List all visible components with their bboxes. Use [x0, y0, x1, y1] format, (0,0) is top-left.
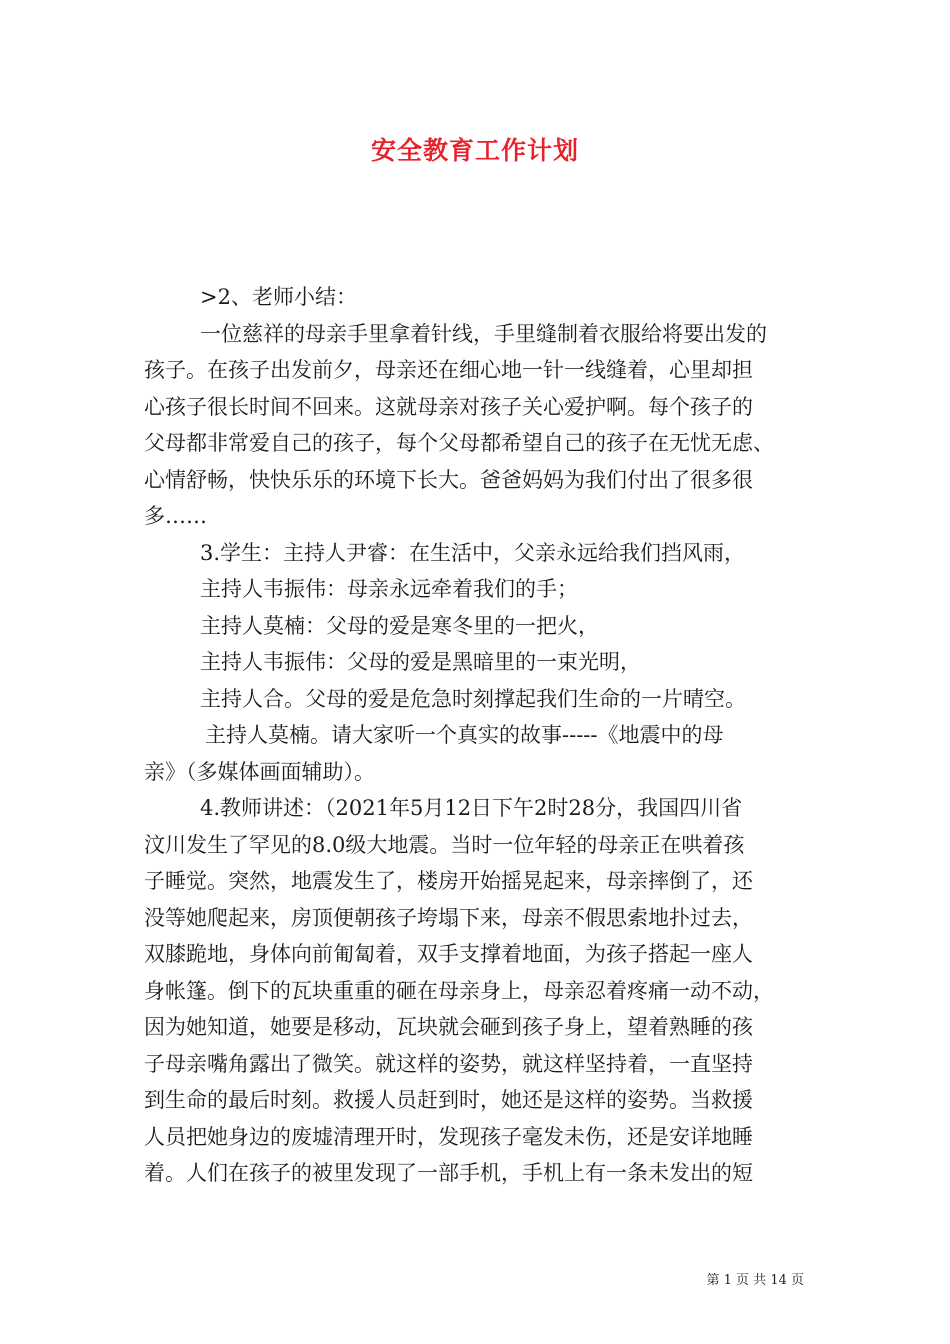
- page-number-footer: 第 1 页 共 14 页: [706, 1273, 804, 1288]
- document-title: 安全教育工作计划: [370, 136, 579, 165]
- paragraph-line: 孩子。在孩子出发前夕，母亲还在细心地一针一线缝着，心里却担: [144, 358, 753, 382]
- paragraph-line: 子睡觉。突然，地震发生了，楼房开始摇晃起来，母亲摔倒了，还: [144, 869, 753, 893]
- paragraph-line: 身帐篷。倒下的瓦块重重的砸在母亲身上，母亲忍着疼痛一动不动，: [144, 978, 774, 1003]
- paragraph-line: 主持人合。父母的爱是危急时刻撑起我们生命的一片晴空。: [200, 686, 746, 711]
- paragraph-line: 主持人莫楠：父母的爱是寒冬里的一把火，: [200, 613, 599, 638]
- paragraph-line: 3.学生：主持人尹睿：在生活中，父亲永远给我们挡风雨，: [200, 540, 746, 565]
- paragraph-line: 父母都非常爱自己的孩子，每个父母都希望自己的孩子在无忧无虑、: [144, 431, 774, 455]
- paragraph-line: 双膝跪地，身体向前匍匐着，双手支撑着地面，为孩子搭起一座人: [144, 942, 753, 966]
- paragraph-line: 子母亲嘴角露出了微笑。就这样的姿势，就这样坚持着，一直坚持: [144, 1051, 753, 1076]
- paragraph-line: 人员把她身边的废墟清理开时，发现孩子毫发未伤，还是安详地睡: [144, 1124, 753, 1149]
- paragraph-line: 汶川发生了罕见的8.0级大地震。当时一位年轻的母亲正在哄着孩: [144, 832, 745, 857]
- paragraph-line: 一位慈祥的母亲手里拿着针线，手里缝制着衣服给将要出发的: [200, 321, 767, 346]
- paragraph-line: >2、老师小结：: [200, 285, 357, 309]
- paragraph-line: 心孩子很长时间不回来。这就母亲对孩子关心爱护啊。每个孩子的: [144, 394, 753, 419]
- paragraph-line: 主持人韦振伟：父母的爱是黑暗里的一束光明，: [200, 650, 641, 674]
- document-body: [144, 279, 814, 1192]
- paragraph-line: 心情舒畅，快快乐乐的环境下长大。爸爸妈妈为我们付出了很多很: [144, 467, 753, 492]
- paragraph-line: 多……: [144, 504, 207, 528]
- paragraph-line: 因为她知道，她要是移动，瓦块就会砸到孩子身上，望着熟睡的孩: [144, 1015, 753, 1039]
- paragraph-line: 着。人们在孩子的被里发现了一部手机，手机上有一条未发出的短: [144, 1161, 753, 1185]
- paragraph-line: 4.教师讲述：（2021年5月12日下午2时28分，我国四川省: [200, 796, 743, 820]
- paragraph-line: 亲》（多媒体画面辅助）。: [144, 759, 375, 784]
- paragraph-line: 主持人韦振伟：母亲永远牵着我们的手；: [200, 577, 578, 601]
- paragraph-line: 到生命的最后时刻。救援人员赶到时，她还是这样的姿势。当救援: [144, 1088, 753, 1112]
- paragraph-line: 没等她爬起来，房顶便朝孩子垮塌下来，母亲不假思索地扑过去，: [144, 905, 753, 930]
- paragraph-line: 主持人莫楠。请大家听一个真实的故事-----《地震中的母: [205, 723, 724, 747]
